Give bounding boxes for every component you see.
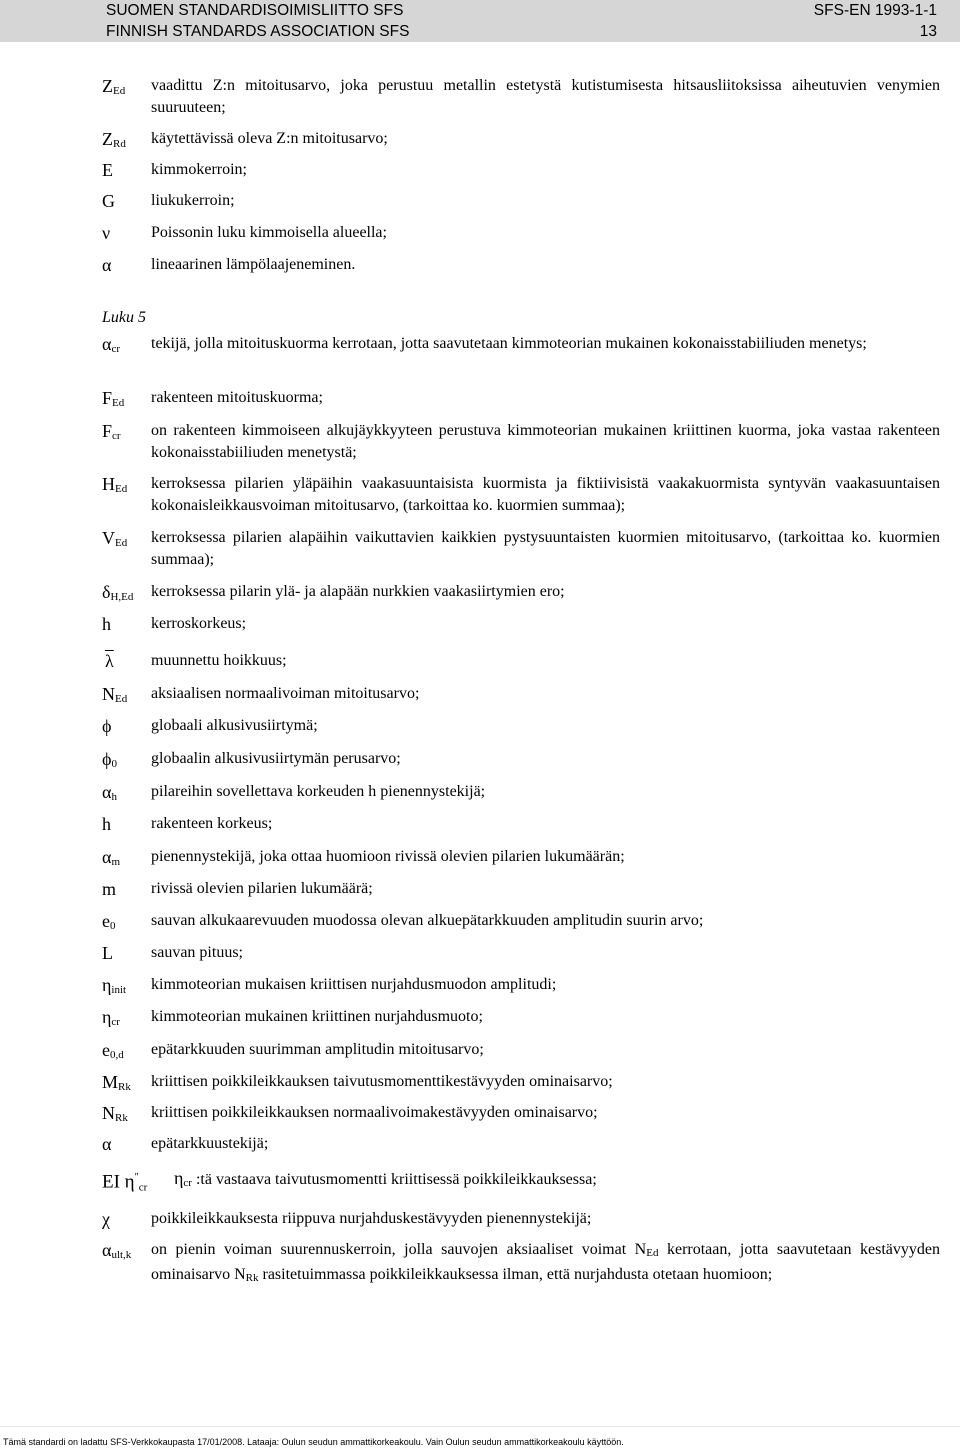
definition-text: kerroksessa pilarien alapäihin vaikuttavien kaikkien pystysuuntaisten kuormien mitoitusarvo, (tarkoittaa ko. kuormien summaa);: [151, 529, 940, 568]
definition-text: rakenteen mitoituskuorma;: [151, 389, 323, 406]
definition-text: globaali alkusivusiirtymä;: [151, 717, 318, 734]
section-title: Luku 5: [102, 309, 146, 326]
definition-text: pienennystekijä, joka ottaa huomioon rivissä olevien pilarien lukumäärän;: [151, 848, 625, 865]
definition-symbol: ηinit: [102, 975, 127, 996]
definition-symbol: G: [102, 191, 115, 211]
download-notice: Tämä standardi on ladattu SFS-Verkkokaupasta 17/01/2008. Lataaja: Oulun seudun ammattikorkeakoulu. Vain Oulun seudun ammattikorkeakoulu käyttöön.: [3, 1437, 624, 1447]
definition-symbol: h: [102, 614, 111, 634]
definition-symbol: α: [102, 1134, 112, 1154]
definition-symbol: h: [102, 814, 111, 834]
definition-symbol: EI $\eta^"_{cr}$: [102, 1171, 148, 1194]
definition-text: käytettävissä oleva Z:n mitoitusarvo;: [151, 130, 388, 147]
definition-text: lineaarinen lämpölaajeneminen.: [151, 256, 356, 273]
definition-text: liukukerroin;: [151, 192, 235, 209]
definition-text: epätarkkuuden suurimman amplitudin mitoitusarvo;: [151, 1041, 484, 1058]
header-left: [106, 0, 409, 42]
definition-symbol: αcr: [102, 334, 120, 355]
definition-text: rakenteen korkeus;: [151, 815, 273, 832]
definition-symbol: E: [102, 160, 113, 180]
definition-symbol: L: [102, 943, 113, 963]
definition-text: rivissä olevien pilarien lukumäärä;: [151, 880, 373, 897]
page-divider: [0, 1426, 960, 1427]
definition-symbol: e0: [102, 911, 116, 932]
definition-symbol: αult,k: [102, 1240, 132, 1261]
definition-text: sauvan alkukaarevuuden muodossa olevan alkuepätarkkuuden amplitudin suurin arvo;: [151, 912, 704, 929]
definition-symbol: δH,Ed: [102, 582, 134, 603]
definition-text: kriittisen poikkileikkauksen taivutusmomenttikestävyyden ominaisarvo;: [151, 1073, 613, 1090]
definition-text: ηcr :tä vastaava taivutusmomentti kriittisessä poikkileikkauksessa;: [174, 1168, 597, 1189]
definition-text: kerroskorkeus;: [151, 615, 247, 632]
definition-text: sauvan pituus;: [151, 944, 243, 961]
definition-symbol: αm: [102, 847, 120, 868]
definition-symbol: NRk: [102, 1103, 128, 1124]
definition-symbol: FEd: [102, 388, 125, 409]
definition-symbol: MRk: [102, 1072, 131, 1093]
definition-symbol: αh: [102, 782, 117, 803]
definition-text: aksiaalisen normaalivoiman mitoitusarvo;: [151, 685, 420, 702]
definition-symbol: ϕ: [102, 716, 112, 736]
definition-text: globaalin alkusivusiirtymän perusarvo;: [151, 750, 401, 767]
definition-text: kerroksessa pilarien yläpäihin vaakasuuntaisista kuormista ja fiktiivisistä vaakakuormista syntyvän vaakasuuntaisen kokonaisleikkausvoiman mitoitusarvo, (tarkoittaa ko. kuormien summaa);: [151, 475, 940, 514]
definition-symbol: VEd: [102, 528, 128, 549]
definition-symbol: ηcr: [102, 1007, 120, 1028]
definition-text: kimmoteorian mukaisen kriittisen nurjahdusmuodon amplitudi;: [151, 976, 557, 993]
standard-id: SFS-EN 1993-1-1: [813, 2, 937, 19]
definition-text: epätarkkuustekijä;: [151, 1135, 269, 1152]
definition-text: poikkileikkauksesta riippuva nurjahduskestävyyden pienennystekijä;: [151, 1210, 592, 1227]
definition-symbol: χ: [102, 1209, 110, 1229]
definition-text: pilareihin sovellettava korkeuden h pienennystekijä;: [151, 783, 486, 800]
definition-text: kriittisen poikkileikkauksen normaalivoimakestävyyden ominaisarvo;: [151, 1104, 598, 1121]
definition-text: kimmokerroin;: [151, 161, 247, 178]
page-header: [0, 0, 960, 42]
definition-text: Poissonin luku kimmoisella alueella;: [151, 224, 387, 241]
definition-text: kerroksessa pilarin ylä- ja alapään nurkkien vaakasiirtymien ero;: [151, 583, 565, 600]
definition-symbol: m: [102, 879, 117, 899]
definition-symbol: e0,d: [102, 1040, 124, 1061]
definition-text: kimmoteorian mukainen kriittinen nurjahdusmuoto;: [151, 1008, 483, 1025]
definition-symbol: ZEd: [102, 76, 126, 97]
definition-text: on rakenteen kimmoiseen alkujäykkyyteen perustuva kimmoteorian mukainen kriittinen kuorma, joka vastaa rakenteen kokonaisstabiiliuden menetystä;: [151, 422, 940, 461]
header-right: [814, 0, 937, 42]
definition-text: muunnettu hoikkuus;: [151, 652, 287, 669]
definition-symbol: ϕ0: [102, 749, 117, 770]
definition-symbol: HEd: [102, 474, 128, 495]
definition-symbol: ν: [102, 223, 111, 243]
page-number: 13: [919, 23, 937, 40]
definition-text: vaadittu Z:n mitoitusarvo, joka perustuu metallin estetystä kutistumisesta hitsausliitoksissa aiheutuvien venymien suuruuteen;: [151, 77, 940, 116]
definition-symbol: ZRd: [102, 129, 126, 150]
definition-text: on pienin voiman suurennuskerroin, jolla sauvojen aksiaaliset voimat NEd kerrotaan, jotta saavutetaan kestävyyden ominaisarvo NRk rasitetuimmassa poikkileikkauksessa ilman, että nurjahdusta otetaan huomioon;: [151, 1241, 940, 1284]
definition-symbol: Fcr: [102, 421, 121, 442]
definition-symbol: NEd: [102, 684, 128, 705]
definition-symbol: $\overline{\lambda}$: [105, 651, 114, 671]
definition-text: tekijä, jolla mitoituskuorma kerrotaan, jotta saavutetaan kimmoteorian mukainen kokonaisstabiiliuden menetys;: [151, 335, 867, 352]
publisher-name-fi: SUOMEN STANDARDISOIMISLIITTO SFS: [106, 2, 404, 19]
publisher-name-en: FINNISH STANDARDS ASSOCIATION SFS: [106, 23, 410, 40]
definition-symbol: α: [102, 255, 112, 275]
